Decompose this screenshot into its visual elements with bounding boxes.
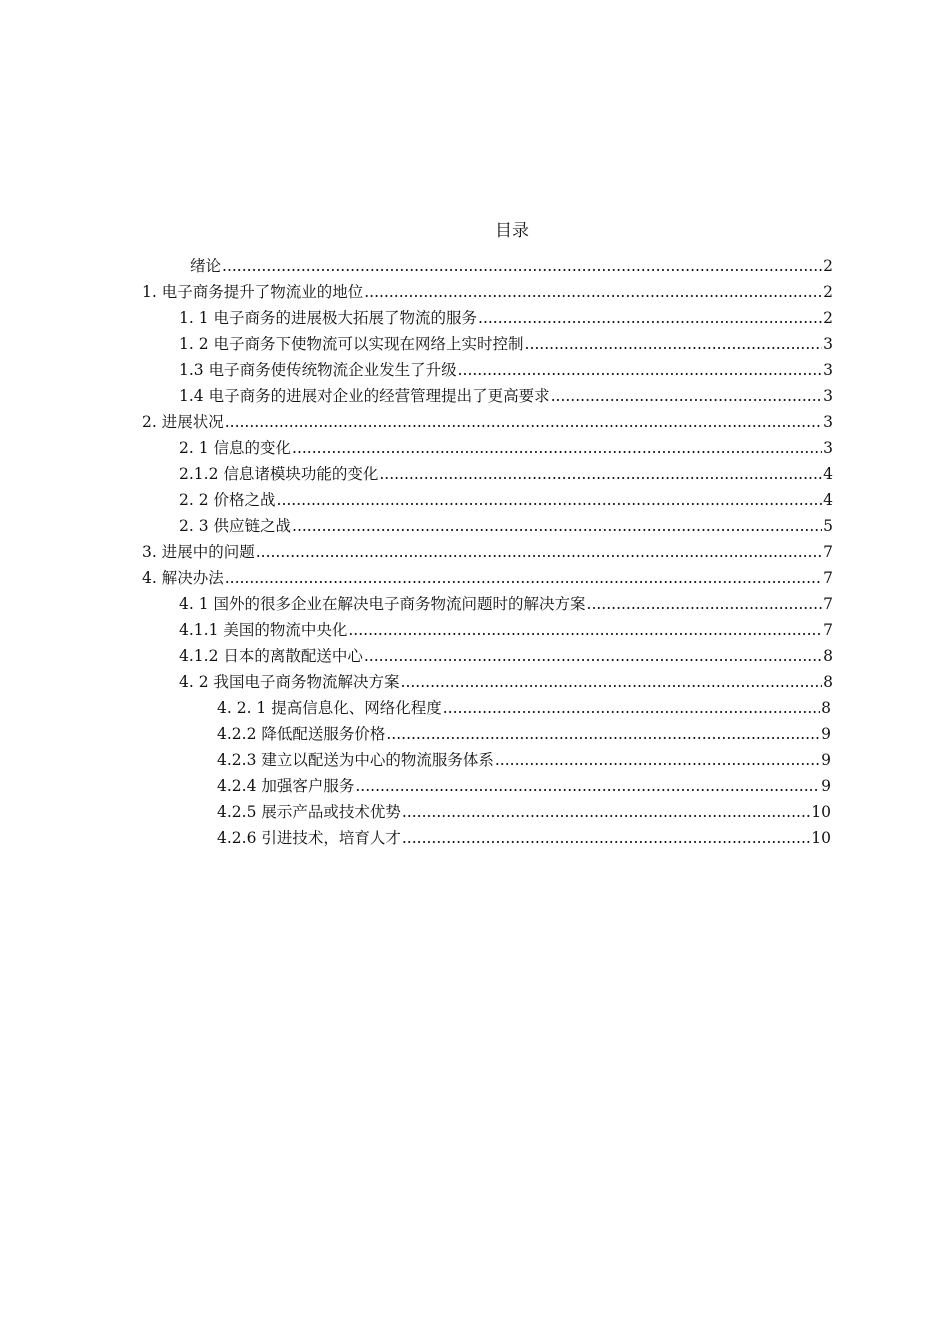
- toc-entry[interactable]: [0, 771, 950, 797]
- toc-leader-dots: [458, 359, 823, 381]
- toc-page-number: 3: [823, 413, 833, 431]
- toc-entry[interactable]: [0, 667, 950, 693]
- toc-page-number: 4: [823, 491, 833, 509]
- toc-leader-dots: [386, 723, 820, 745]
- toc-leader-dots: [364, 645, 822, 667]
- toc-entry-text: 4.1.2 日本的离散配送中心: [179, 647, 363, 665]
- toc-page-number: 2: [823, 257, 833, 275]
- toc-entry-text: 2. 1 信息的变化: [179, 439, 292, 457]
- toc-entry-text: 4. 解决办法: [142, 569, 224, 587]
- toc-page-number: 8: [821, 699, 831, 717]
- toc-leader-dots: [551, 385, 823, 407]
- toc-leader-dots: [256, 541, 822, 563]
- toc-entry[interactable]: [0, 537, 950, 563]
- toc-entry-text: 2. 进展状况: [142, 413, 224, 431]
- toc-entry[interactable]: [0, 303, 950, 329]
- toc-page-number: 7: [823, 595, 833, 613]
- toc-leader-dots: [364, 281, 822, 303]
- toc-entry[interactable]: [0, 329, 950, 355]
- toc-entry-text: 4.1.1 美国的物流中央化: [179, 621, 348, 639]
- toc-entry-text: 4.2.5 展示产品或技术优势: [217, 803, 401, 821]
- toc-entry-text: 4.2.2 降低配送服务价格: [217, 725, 386, 743]
- toc-leader-dots: [443, 697, 820, 719]
- toc-entry[interactable]: [0, 589, 950, 615]
- toc-leader-dots: [587, 593, 823, 615]
- toc-entry[interactable]: [0, 719, 950, 745]
- toc-leader-dots: [402, 827, 810, 849]
- toc-page-number: 3: [823, 335, 833, 353]
- toc-page-number: 3: [823, 387, 833, 405]
- toc-entry[interactable]: [0, 745, 950, 771]
- toc-page-number: 5: [823, 517, 833, 535]
- toc-page-number: 10: [811, 803, 831, 821]
- toc-entry-text: 1. 电子商务提升了物流业的地位: [142, 283, 364, 301]
- toc-page-number: 8: [823, 673, 833, 691]
- toc-leader-dots: [478, 307, 822, 329]
- toc-page-number: 2: [823, 309, 833, 327]
- toc-page-number: 10: [811, 829, 831, 847]
- toc-entry[interactable]: [0, 277, 950, 303]
- toc-page-number: 3: [823, 439, 833, 457]
- toc-page-number: 7: [823, 543, 833, 561]
- toc-page-number: 3: [823, 361, 833, 379]
- toc-page-number: 4: [823, 465, 833, 483]
- toc-entry[interactable]: [0, 485, 950, 511]
- toc-entry-text: 2. 2 价格之战: [179, 491, 276, 509]
- toc-page-number: 9: [821, 777, 831, 795]
- toc-entry[interactable]: [0, 251, 950, 277]
- toc-entry[interactable]: [0, 823, 950, 849]
- toc-entry[interactable]: [0, 563, 950, 589]
- toc-entry-text: 3. 进展中的问题: [142, 543, 255, 561]
- toc-entry[interactable]: [0, 641, 950, 667]
- toc-entry[interactable]: [0, 511, 950, 537]
- toc-entry[interactable]: [0, 615, 950, 641]
- toc-entry-text: 2.1.2 信息诸模块功能的变化: [179, 465, 379, 483]
- toc-page-number: 9: [821, 725, 831, 743]
- toc-entry-text: 4.2.3 建立以配送为中心的物流服务体系: [217, 751, 494, 769]
- toc-leader-dots: [225, 567, 822, 589]
- toc-entry-text: 1.3 电子商务使传统物流企业发生了升级: [179, 361, 457, 379]
- toc-page-number: 8: [823, 647, 833, 665]
- toc-leader-dots: [401, 671, 823, 693]
- toc-leader-dots: [379, 463, 822, 485]
- toc-page-number: 7: [823, 621, 833, 639]
- toc-entry-text: 2. 3 供应链之战: [179, 517, 292, 535]
- toc-entry[interactable]: [0, 459, 950, 485]
- toc-leader-dots: [348, 619, 822, 641]
- toc-entry[interactable]: [0, 433, 950, 459]
- toc-entry-text: 1. 1 电子商务的进展极大拓展了物流的服务: [179, 309, 478, 327]
- toc-entry[interactable]: [0, 355, 950, 381]
- toc-leader-dots: [525, 333, 823, 355]
- toc-leader-dots: [402, 801, 810, 823]
- toc-entry-text: 4. 2 我国电子商务物流解决方案: [179, 673, 400, 691]
- toc-title: 目录: [495, 221, 529, 241]
- toc-entry-text: 1. 2 电子商务下使物流可以实现在网络上实时控制: [179, 335, 524, 353]
- toc-leader-dots: [355, 775, 820, 797]
- toc-entry-text: 4. 1 国外的很多企业在解决电子商务物流问题时的解决方案: [179, 595, 586, 613]
- toc-leader-dots: [225, 411, 822, 433]
- toc-entry-text: 4.2.4 加强客户服务: [217, 777, 355, 795]
- toc-entry-text: 4.2.6 引进技术，培育人才: [217, 829, 401, 847]
- toc-leader-dots: [222, 255, 822, 277]
- toc-leader-dots: [292, 437, 822, 459]
- toc-entry[interactable]: [0, 797, 950, 823]
- toc-leader-dots: [292, 515, 822, 537]
- toc-page-number: 7: [823, 569, 833, 587]
- toc-entry[interactable]: [0, 381, 950, 407]
- toc-leader-dots: [495, 749, 820, 771]
- toc-entry-text: 1.4 电子商务的进展对企业的经营管理提出了更高要求: [179, 387, 550, 405]
- table-of-contents: [0, 251, 950, 849]
- toc-entry-text: 绪论: [190, 257, 222, 275]
- toc-entry-text: 4. 2. 1 提高信息化、网络化程度: [217, 699, 442, 717]
- toc-page-number: 9: [821, 751, 831, 769]
- toc-entry[interactable]: [0, 693, 950, 719]
- toc-entry[interactable]: [0, 407, 950, 433]
- toc-leader-dots: [277, 489, 823, 511]
- toc-page-number: 2: [823, 283, 833, 301]
